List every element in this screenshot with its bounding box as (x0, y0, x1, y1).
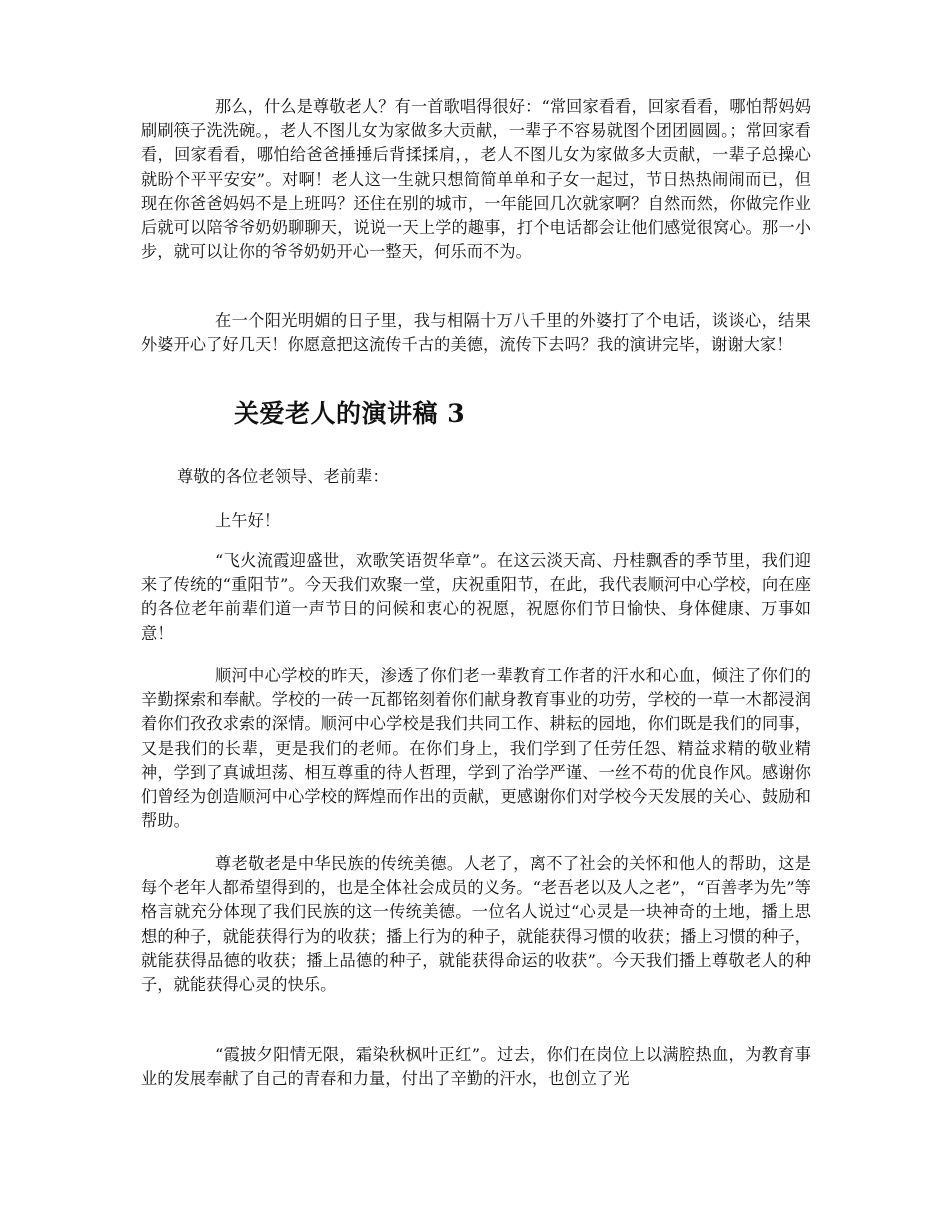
paragraph-school-history: 顺河中心学校的昨天，渗透了你们老一辈教育工作者的汗水和心血，倾注了你们的辛勤探索和奉献。学校的一砖一瓦都铭刻着你们献身教育事业的功劳，学校的一草一木都浸润着你们孜孜求索的深情。顺河中心学校是我们共同工作、耕耘的园地，你们既是我们的同事，又是我们的长辈，更是我们的老师。在你们身上，我们学到了任劳任怨、精益求精的敬业精神，学到了真诚坦荡、相互尊重的待人哲理，学到了治学严谨、一丝不苟的优良作风。感谢你们曾经为创造顺河中心学校的辉煌而作出的贡献，更感谢你们对学校今天发展的关心、鼓励和帮助。 (141, 666, 811, 831)
salutation: 尊敬的各位老领导、老前辈： (177, 467, 389, 486)
greeting: 上午好！ (215, 511, 281, 530)
paragraph-sunset-sentiment: “霞披夕阳情无限，霜染秋枫叶正红”。过去，你们在岗位上以满腔热血，为教育事业的发展奉献了自己的青春和力量，付出了辛勤的汗水，也创立了光 (141, 1045, 811, 1089)
paragraph-traditional-virtue: 尊老敬老是中华民族的传统美德。人老了，离不了社会的关怀和他人的帮助，这是每个老年人都希望得到的，也是全体社会成员的义务。“老吾老以及人之老”，“百善孝为先”等格言就充分体现了我们民族的这一传统美德。一位名人说过“心灵是一块神奇的土地，播上思想的种子，就能获得行为的收获；播上行为的种子，就能获得习惯的收获；播上习惯的种子，就能获得品德的收获；播上品德的种子，就能获得命运的收获”。今天我们播上尊敬老人的种子，就能获得心灵的快乐。 (141, 854, 811, 995)
paragraph-double-ninth-festival: “飞火流霞迎盛世，欢歌笑语贺华章”。在这云淡天高、丹桂飘香的季节里，我们迎来了传统的“重阳节”。今天我们欢聚一堂，庆祝重阳节，在此，我代表顺河中心学校，向在座的各位老年前辈们道一声节日的问候和衷心的祝愿，祝愿你们节日愉快、身体健康、万事如意！ (141, 551, 811, 643)
section-heading: 关爱老人的演讲稿 3 (234, 399, 466, 428)
paragraph-respect-elders-song: 那么，什么是尊敬老人？有一首歌唱得很好：“常回家看看，回家看看，哪怕帮妈妈刷刷筷子洗洗碗。，老人不图儿女为家做多大贡献，一辈子不容易就图个团团圆圆。；常回家看看，回家看看，哪怕给爸爸捶捶后背揉揉肩，，老人不图儿女为家做多大贡献，一辈子总操心就盼个平平安安”。对啊！老人这一生就只想简简单单和子女一起过，节日热热闹闹而已，但现在你爸爸妈妈不是上班吗？还住在别的城市，一年能回几次就家啊？自然而然，你做完作业后就可以陪爷爷奶奶聊聊天，说说一天上学的趣事，打个电话都会让他们感觉很窝心。那一小步，就可以让你的爷爷奶奶开心一整天，何乐而不为。 (141, 97, 811, 262)
paragraph-call-grandmother: 在一个阳光明媚的日子里，我与相隔十万八千里的外婆打了个电话，谈谈心，结果外婆开心了好几天！你愿意把这流传千古的美德，流传下去吗？我的演讲完毕，谢谢大家！ (141, 311, 811, 355)
